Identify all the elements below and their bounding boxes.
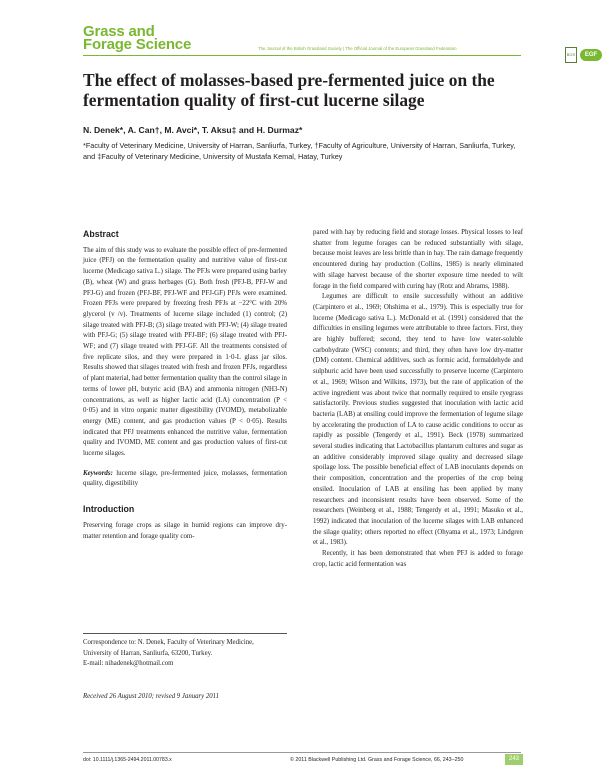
abstract-text: The aim of this study was to evaluate the possible effect of pre-fermented juice (PFJ) on the fermentation quality and nutritive value of first-cut lucerne (Medicago sativa L.) silage. The PFJs were prepared using barley (B), wheat (W) and grass herbages (G). Both fresh (PFJ-B, PFJ-W and PFJ-G) and frozen (PFJ-BF, PFJ-WF and PFJ-GF) PFJs were examined. Frozen PFJs were prepared by freezing fresh PFJs at −22°C with 20% glycerol (v /v). Treatments of lucerne silage included (1) control; (2) silage treated with PFJ-B; (3) silage treated with PFJ-W; (4) silage treated with PFJ-G; (5) silage treated with PFJ-BF; (6) silage treated with PFJ-WF; and (7) silage treated with PFJ-GF. All the treatments consisted of five replicate silos, and they were prepared in 1·0-L glass jar silos. Results showed that silages treated with fresh and frozen PFJs, regardless of plant material, had better fermentation quality than the control silage in terms of lower pH, butyric acid (BA) and ammonia nitrogen (NH3-N) concentrations, as well as higher lactic acid (LA) concentration (P < 0·05) and in vitro organic matter digestibility (IVOMD), metabolizable energy (ME) content, and gas production values (P < 0·05). Results indicated that PFJ treatments enhanced the nutritive value, fermentation quality and IVOMD, ME content and gas production values of first-cut lucerne silages. [83,246,287,458]
introduction-text-left: Preserving forage crops as silage in humid regions can improve dry-matter retention and forage quality com- [83,521,287,540]
journal-tagline: The Journal of the British Grassland Society | The Official Journal of the European Grassland Federation [258,46,457,51]
footer-copyright: © 2011 Blackwell Publishing Ltd. Grass and Forage Science, 66, 243–250 [290,757,464,763]
footer-rule [83,752,521,753]
egf-logo-icon: EGF [580,49,602,61]
keywords [83,469,287,490]
article-affiliations: *Faculty of Veterinary Medicine, University of Harran, Sanliurfa, Turkey, †Faculty of Agriculture, University of Harran, Sanliurfa, Turkey, and ‡Faculty of Veterinary Medicine, University of Mustafa Kemal, Hatay, Turkey [83,141,516,161]
keywords-text: lucerne silage, pre-fermented juice, molasses, fermentation quality, digestibility [83,469,287,488]
article-title: The effect of molasses-based pre-fermented juice on the fermentation quality of first-cut lucerne silage [83,70,495,110]
correspondence-line1: Correspondence to: N. Denek, Faculty of Veterinary Medicine, [83,639,254,646]
journal-logo-line2: Forage Science [83,36,192,53]
society-logos [565,47,605,65]
page-number: 243 [505,754,523,765]
article-authors: N. Denek*, A. Can†, M. Avci*, T. Aksu‡ and H. Durmaz* [83,125,303,135]
introduction-paragraph-1: pared with hay by reducing field and storage losses. Physical losses to leaf shatter from legume forages can be reduced substantially with silage, because moist leaves are less brittle than in hay. The rain damage frequently encountered during hay production (Collins, 1985) is nearly eliminated with silage harvest because of the shorter exposure time needed to wilt forage in the field compared with curing hay (Rotz and Abrams, 1988). [313,229,523,290]
left-column [83,229,287,542]
introduction-paragraph-3: Recently, it has been demonstrated that when PFJ is added to forage crop, lactic acid fermentation was [313,550,523,568]
keywords-label: Keywords: [83,469,113,477]
correspondence-block [83,638,293,670]
masthead-rule [83,55,521,56]
footer-doi: doi: 10.1111/j.1365-2494.2011.00783.x [83,757,172,763]
abstract-heading: Abstract [83,229,119,239]
introduction-paragraph-2: Legumes are difficult to ensile successfully without an additive (Carpintero et al., 1969; Ohshima et al., 1979). This is especially true for lucerne (Medicago sativa L.). McDonald et al. (1991) considered that the difficulties in ensiling legumes were attributable to three factors. First, they are highly buffered; second, they tend to have low water-soluble carbohydrate (WSC) contents; and third, they often have low dry-matter (DM) content. Chemical additives, such as formic acid, formaldehyde and sulphuric acid have been used successfully to preserve lucerne (Carpintero et al., 1969; Wilson and Wilkins, 1973), but the rate of application of the active ingredient was about twice that normally required to ensile ryegrass satisfactorily. Previous studies suggested that inoculation with lactic acid bacteria (LAB) at ensiling could improve the fermentation of legume silage by accelerating the production of LA to cause acidic conditions to occur as rapidly as possible (Tengerdy et al., 1991). Beck (1978) summarized several studies indicating that Lactobacillus plantarum cultures and sugar as an additive considerably improved silage quality and decreased silage spoilage loss. The possible beneficial effect of LAB inoculants depends on their composition, concentration and the properties of the crop being ensiled. Inoculation of LAB at ensiling has been applied by many researchers and inconsistent results have been observed. Some of the researchers (Weinberg et al., 1988; Tengerdy et al., 1991; Masuko et al., 1992) indicated that inoculation of the lucerne silages with LAB enhanced the silage quality; others reported no effect (Ohyama et al., 1973; Lindgren et al., 1983). [313,293,523,547]
bgs-logo-icon: BGS [565,47,577,63]
correspondence-line2: University of Harran, Sanliurfa, 63200, Turkey. [83,649,213,657]
received-dates: Received 26 August 2010; revised 9 January 2011 [83,693,219,700]
introduction-heading: Introduction [83,504,135,515]
correspondence-email: E-mail: nihadenek@hotmail.com [83,660,174,667]
correspondence-rule [83,633,287,634]
journal-logo-line1: Grass and [83,23,155,40]
right-column [313,228,523,571]
